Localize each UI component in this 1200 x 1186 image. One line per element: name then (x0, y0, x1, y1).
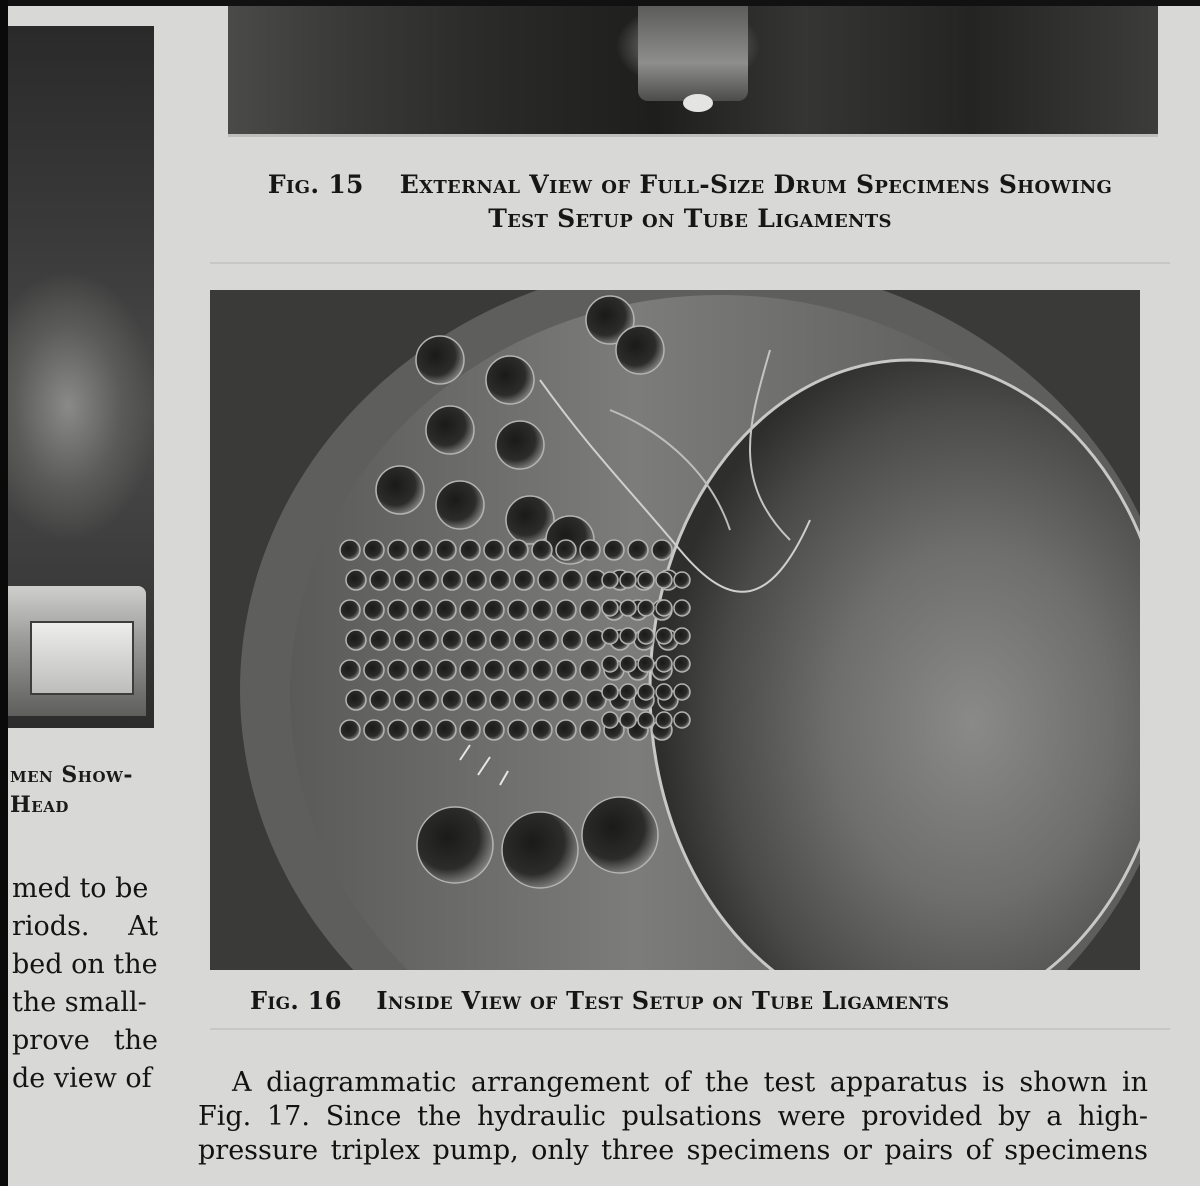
left-body-line: riods. At (12, 911, 158, 942)
left-caption-line: Head (10, 792, 69, 818)
tube-hole (417, 807, 493, 883)
body-paragraph (198, 1066, 1148, 1168)
tube-hole (562, 690, 582, 710)
left-body-line: the small- (12, 987, 147, 1018)
tube-hole (580, 720, 600, 740)
tube-hole (388, 660, 408, 680)
tube-hole (638, 600, 654, 616)
left-body-line: med to be (12, 873, 149, 904)
machine-panel (30, 621, 134, 695)
tube-hole (602, 684, 618, 700)
tube-hole (416, 336, 464, 384)
tube-hole (394, 570, 414, 590)
tube-hole (532, 660, 552, 680)
tube-hole (508, 720, 528, 740)
fig16-label: Fig. 16 (250, 986, 342, 1015)
tube-hole (426, 406, 474, 454)
tube-hole (490, 690, 510, 710)
tube-hole (490, 570, 510, 590)
tube-hole (674, 656, 690, 672)
tube-hole (620, 600, 636, 616)
fig15-photo (228, 6, 1158, 137)
tube-hole (412, 540, 432, 560)
tube-hole (466, 570, 486, 590)
fig16-caption (250, 986, 1110, 1015)
tube-hole (364, 600, 384, 620)
tube-hole (346, 630, 366, 650)
tube-hole (394, 630, 414, 650)
fig16-title: Inside View of Test Setup on Tube Ligaments (376, 986, 950, 1015)
tube-hole (376, 466, 424, 514)
tube-hole (620, 684, 636, 700)
body-line: Fig. 17. Since the hydraulic pulsations were provided by a high- (198, 1101, 1148, 1132)
tube-hole (496, 421, 544, 469)
tube-hole (656, 656, 672, 672)
tube-hole (388, 720, 408, 740)
tube-hole (486, 356, 534, 404)
tube-hole (394, 690, 414, 710)
tube-hole (460, 720, 480, 740)
tube-hole (656, 572, 672, 588)
tube-hole (604, 540, 624, 560)
tube-hole (674, 600, 690, 616)
tube-hole (556, 600, 576, 620)
body-line: pressure triplex pump, only three specimens or pairs of specimens (198, 1135, 1148, 1166)
tube-hole (370, 570, 390, 590)
tube-hole (556, 540, 576, 560)
tube-hole (582, 797, 658, 873)
tube-hole (370, 630, 390, 650)
tube-hole (514, 570, 534, 590)
tube-hole (556, 660, 576, 680)
left-body-line: bed on the (12, 949, 158, 980)
tube-hole (508, 600, 528, 620)
tube-hole (412, 600, 432, 620)
tube-hole (652, 540, 672, 560)
scan-border-left (0, 0, 8, 1186)
tube-hole (656, 600, 672, 616)
tube-hole (460, 600, 480, 620)
fig15-caption (210, 168, 1170, 236)
tube-hole (556, 720, 576, 740)
tube-hole (620, 628, 636, 644)
tube-hole (638, 656, 654, 672)
tube-hole (656, 712, 672, 728)
tube-hole (466, 630, 486, 650)
test-stand-shape (638, 6, 748, 101)
tube-hole (602, 572, 618, 588)
tube-hole (538, 630, 558, 650)
tube-hole (340, 540, 360, 560)
tube-hole (364, 540, 384, 560)
tube-hole (532, 540, 552, 560)
tube-hole (346, 570, 366, 590)
tube-hole (620, 572, 636, 588)
tube-hole (436, 540, 456, 560)
tube-hole (508, 660, 528, 680)
tube-hole (436, 600, 456, 620)
tube-hole (460, 540, 480, 560)
left-figure-photo (8, 26, 154, 728)
left-body-line: prove the (12, 1025, 158, 1056)
fig15-title-line1: External View of Full-Size Drum Specimens Showing (399, 170, 1113, 199)
tube-hole (656, 684, 672, 700)
tube-hole (490, 630, 510, 650)
tube-hole (514, 630, 534, 650)
tube-hole (620, 712, 636, 728)
tube-hole (484, 660, 504, 680)
drum-interior-illustration (210, 290, 1140, 970)
tube-hole (538, 690, 558, 710)
tube-hole (364, 720, 384, 740)
tube-hole (514, 690, 534, 710)
tube-hole (484, 720, 504, 740)
tube-hole (484, 600, 504, 620)
tube-hole (388, 600, 408, 620)
tube-hole (674, 572, 690, 588)
bleed-through-line (210, 1028, 1170, 1030)
tube-hole (346, 690, 366, 710)
tube-hole (638, 572, 654, 588)
fig15-label: Fig. 15 (267, 170, 364, 199)
tube-hole (418, 630, 438, 650)
body-line: A diagrammatic arrangement of the test apparatus is shown in (232, 1067, 1148, 1098)
tube-hole (364, 660, 384, 680)
tube-hole (602, 628, 618, 644)
tube-hole (602, 656, 618, 672)
left-figure-caption (10, 760, 133, 820)
tube-hole (340, 720, 360, 740)
tube-hole (340, 600, 360, 620)
tube-hole (436, 720, 456, 740)
fig16-photo (210, 290, 1140, 970)
tube-hole (616, 326, 664, 374)
left-caption-line: men Show- (10, 762, 134, 788)
tube-hole (628, 540, 648, 560)
tube-hole (370, 690, 390, 710)
tube-hole (412, 660, 432, 680)
tube-hole (442, 630, 462, 650)
tube-hole (602, 600, 618, 616)
bleed-through-line (210, 262, 1170, 264)
tube-hole (674, 712, 690, 728)
left-body-text (12, 870, 158, 1098)
tube-hole (418, 690, 438, 710)
tube-hole (638, 628, 654, 644)
tube-hole (388, 540, 408, 560)
tube-hole (674, 628, 690, 644)
tube-hole (484, 540, 504, 560)
pad-shape (683, 94, 713, 112)
tube-hole (538, 570, 558, 590)
tube-hole (580, 600, 600, 620)
tube-hole (436, 660, 456, 680)
tube-hole (502, 812, 578, 888)
tube-hole (532, 720, 552, 740)
tube-hole (656, 628, 672, 644)
tube-hole (508, 540, 528, 560)
tube-hole (602, 712, 618, 728)
tube-hole (580, 540, 600, 560)
tube-hole (412, 720, 432, 740)
tube-hole (466, 690, 486, 710)
tube-hole (674, 684, 690, 700)
tube-hole (638, 684, 654, 700)
tube-hole (638, 712, 654, 728)
tube-hole (532, 600, 552, 620)
left-body-line: de view of (12, 1063, 152, 1094)
tube-hole (436, 481, 484, 529)
tube-hole (340, 660, 360, 680)
tube-hole (562, 630, 582, 650)
tube-hole (418, 570, 438, 590)
tube-hole (442, 570, 462, 590)
fig15-title-line2: Test Setup on Tube Ligaments (488, 204, 892, 233)
tube-hole (460, 660, 480, 680)
tube-hole (442, 690, 462, 710)
tube-hole (580, 660, 600, 680)
tube-hole (620, 656, 636, 672)
tube-hole (562, 570, 582, 590)
